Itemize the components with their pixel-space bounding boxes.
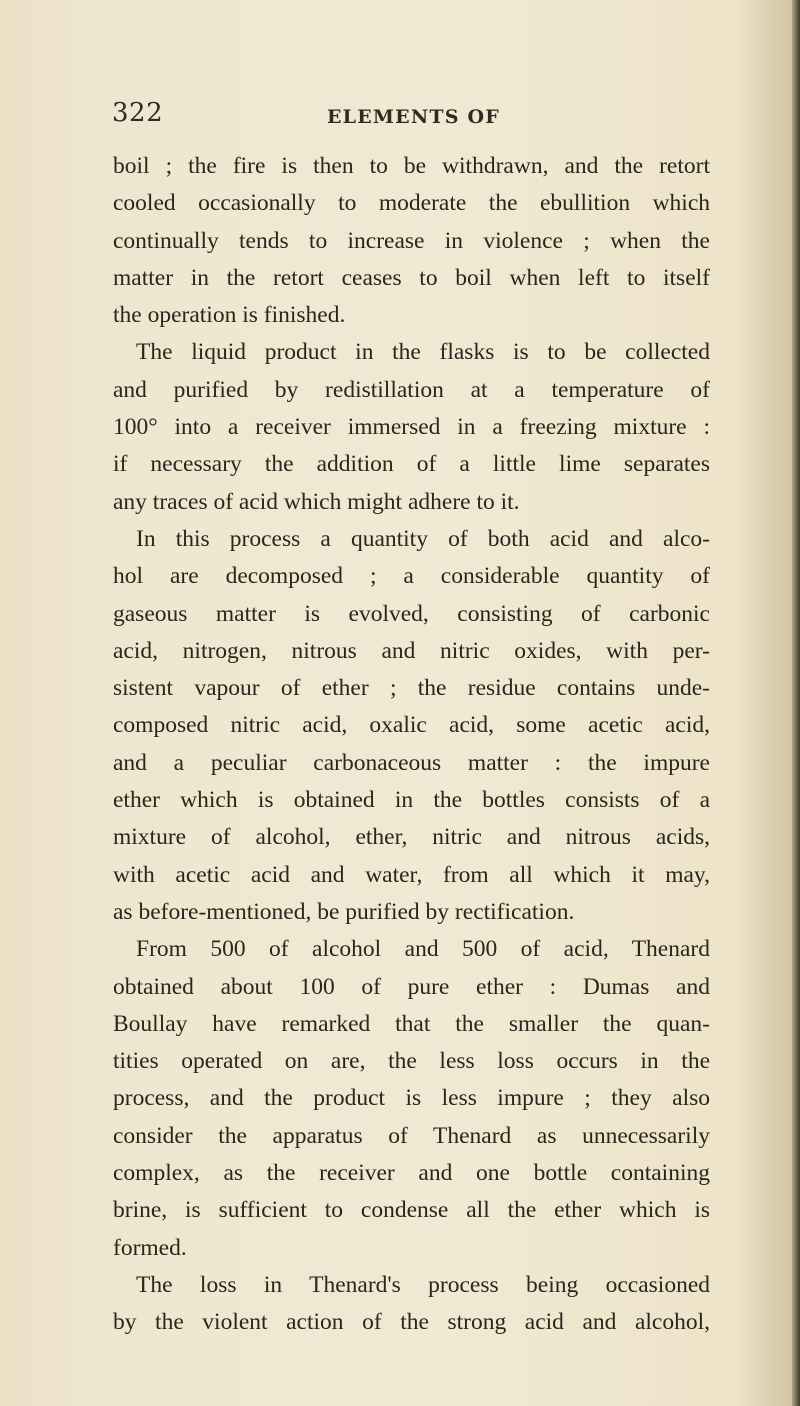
text-line: consider the apparatus of Thenard as unnecessarily xyxy=(113,1122,710,1149)
running-head: ELEMENTS OF xyxy=(327,106,500,128)
text-line: acid, nitrogen, nitrous and nitric oxides, with per- xyxy=(113,637,710,664)
text-line: and purified by redistillation at a temperature of xyxy=(113,376,710,403)
text-line: with acetic acid and water, from all which it may, xyxy=(113,861,710,888)
text-line: In this process a quantity of both acid and alco- xyxy=(136,525,710,552)
text-line: 100° into a receiver immersed in a freezing mixture : xyxy=(113,414,710,441)
body-text xyxy=(113,148,710,1342)
text-line: continually tends to increase in violence ; when the xyxy=(113,227,710,254)
text-line: From 500 of alcohol and 500 of acid, Thenard xyxy=(136,936,710,963)
text-line: the operation is finished. xyxy=(113,302,346,329)
text-line: Boullay have remarked that the smaller the quan- xyxy=(113,1010,710,1037)
text-line: boil ; the fire is then to be withdrawn, and the retort xyxy=(113,153,710,179)
text-line: The liquid product in the flasks is to be collected xyxy=(136,339,710,366)
text-line: brine, is sufficient to condense all the ether which is xyxy=(113,1197,710,1224)
text-line: The loss in Thenard's process being occasioned xyxy=(136,1271,710,1298)
text-line: complex, as the receiver and one bottle containing xyxy=(113,1160,710,1187)
text-line: mixture of alcohol, ether, nitric and nitrous acids, xyxy=(113,824,710,851)
text-line: sistent vapour of ether ; the residue contains unde- xyxy=(113,675,710,702)
text-line: ether which is obtained in the bottles consists of a xyxy=(113,787,710,814)
text-line: and a peculiar carbonaceous matter : the impure xyxy=(113,749,710,776)
page-edge xyxy=(792,0,800,1406)
text-line: formed. xyxy=(113,1234,187,1261)
text-line: if necessary the addition of a little lime separates xyxy=(113,451,710,478)
text-line: as before-mentioned, be purified by rectification. xyxy=(113,898,575,925)
page-header xyxy=(0,98,800,138)
text-line: obtained about 100 of pure ether : Dumas and xyxy=(113,973,710,1000)
text-line: matter in the retort ceases to boil when left to itself xyxy=(113,264,710,291)
text-line: gaseous matter is evolved, consisting of carbonic xyxy=(113,600,710,627)
text-line: tities operated on are, the less loss occurs in the xyxy=(113,1048,710,1075)
text-line: any traces of acid which might adhere to it. xyxy=(113,488,520,515)
text-line: composed nitric acid, oxalic acid, some acetic acid, xyxy=(113,712,710,739)
page-number: 322 xyxy=(112,98,164,128)
text-line: by the violent action of the strong acid and alcohol, xyxy=(113,1309,710,1336)
text-line: hol are decomposed ; a considerable quantity of xyxy=(113,563,710,590)
text-line: process, and the product is less impure ; they also xyxy=(113,1085,710,1112)
text-line: cooled occasionally to moderate the ebullition which xyxy=(113,190,710,217)
